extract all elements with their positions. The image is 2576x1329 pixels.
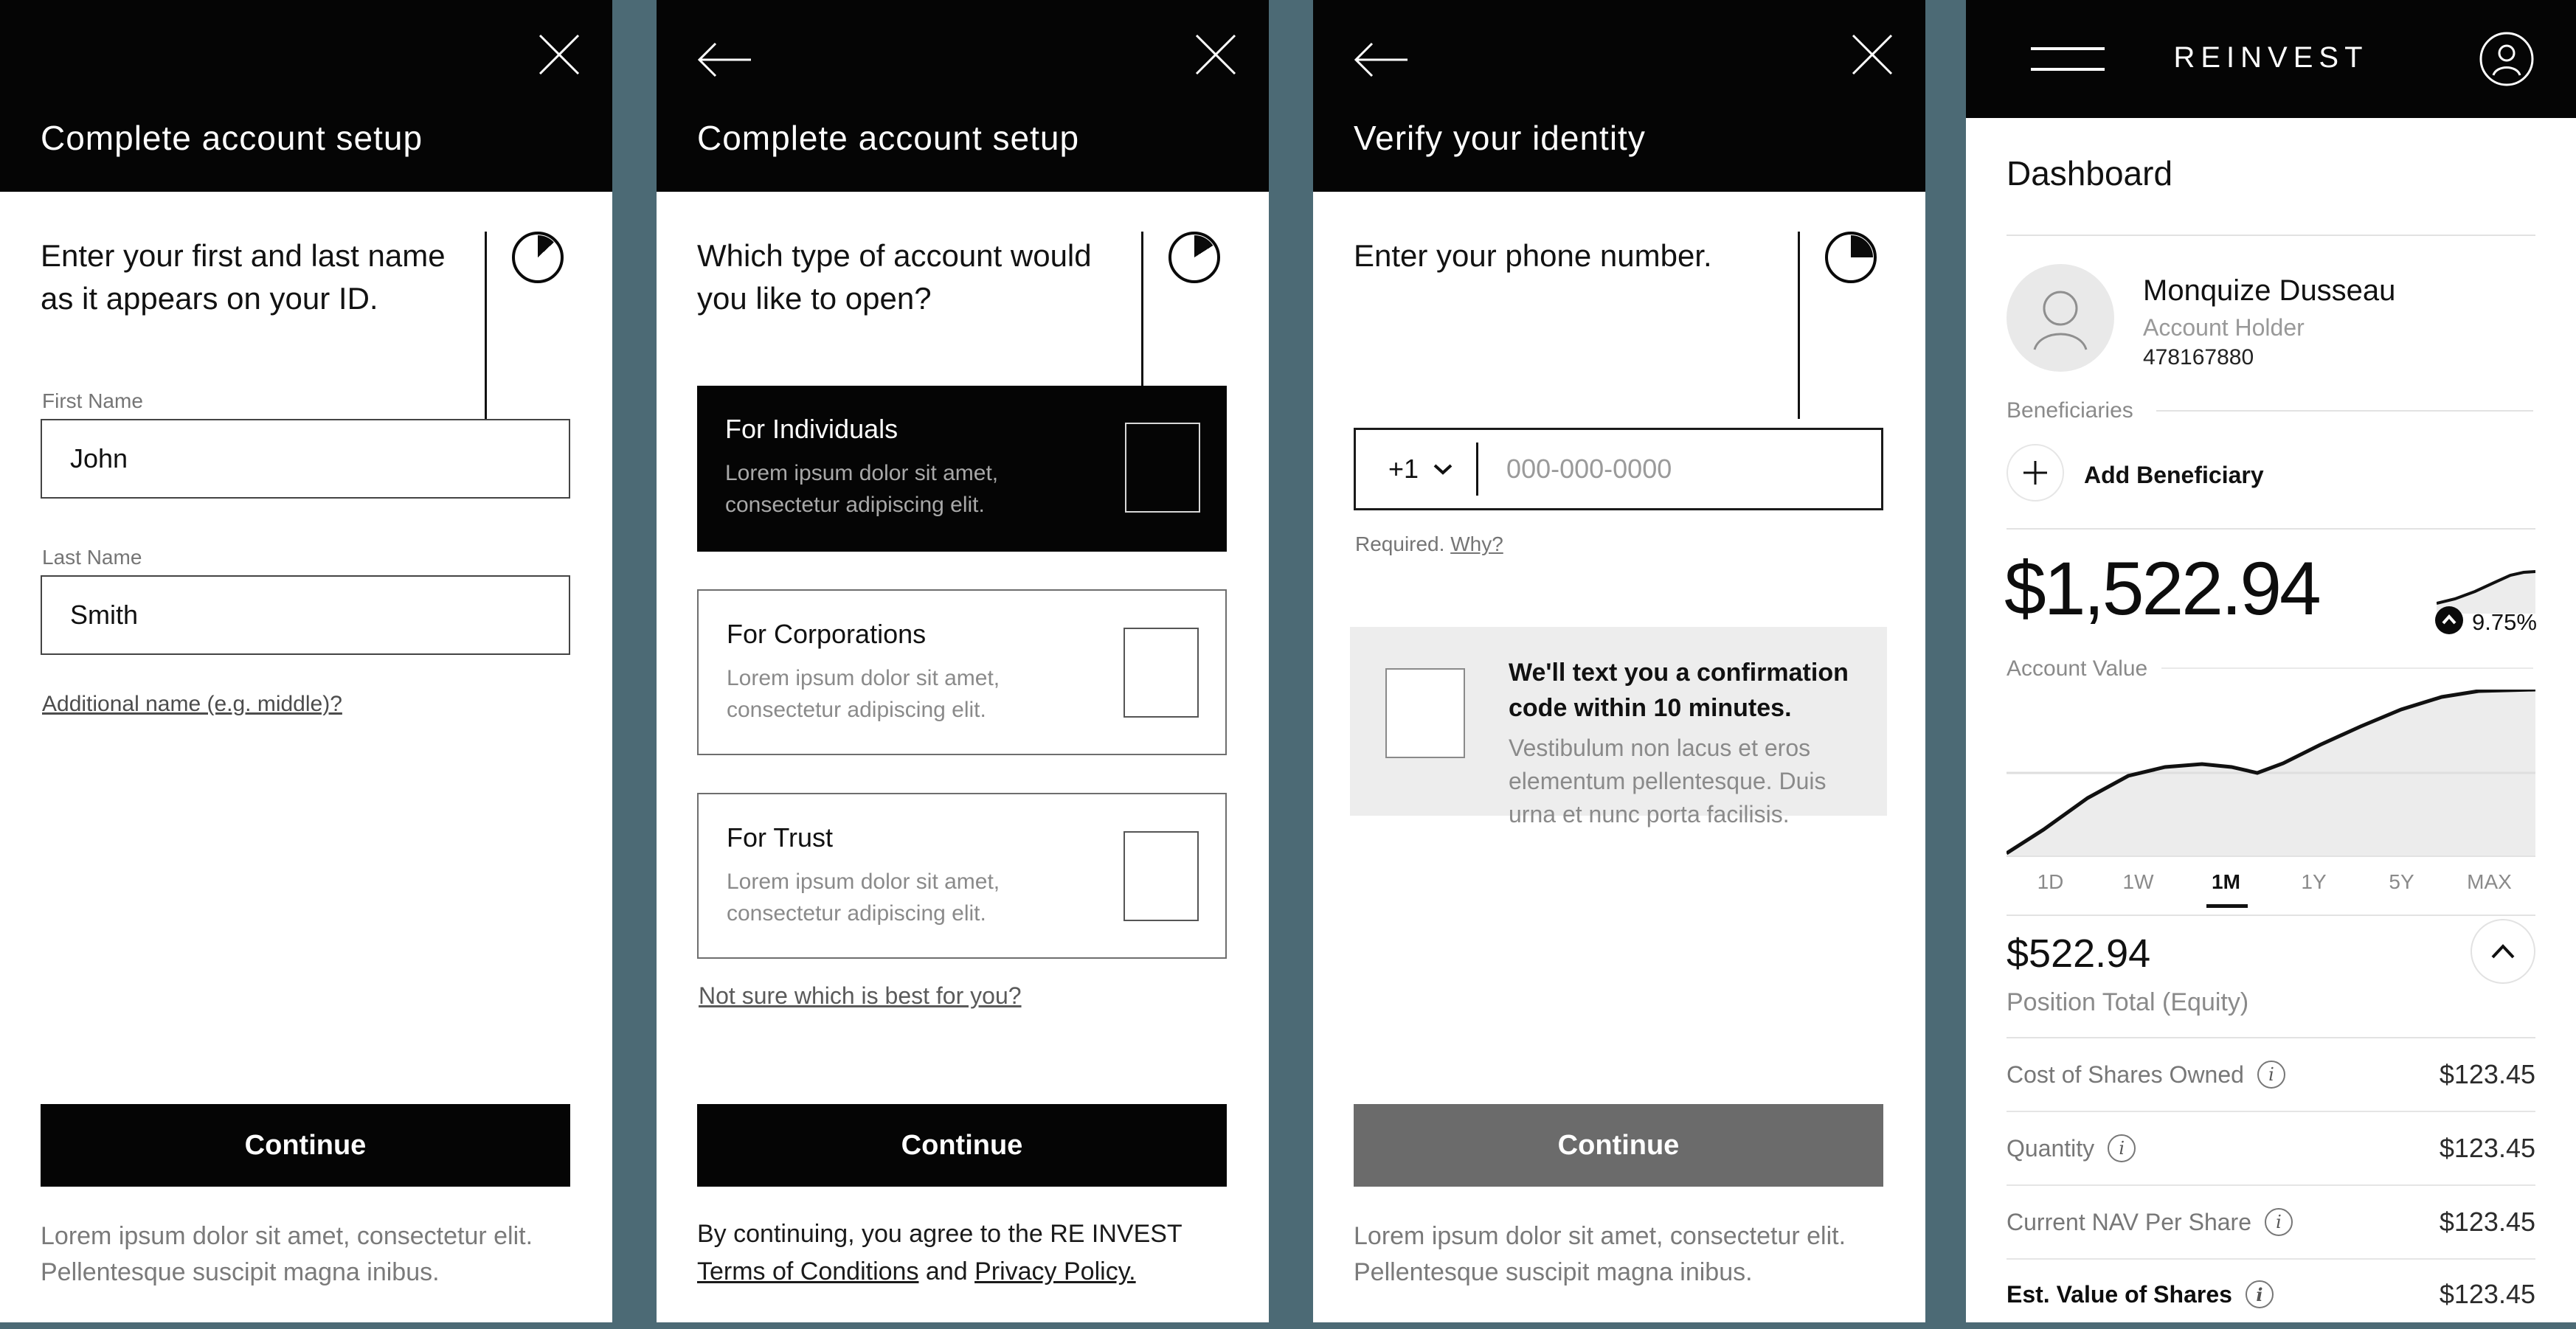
page-title: Dashboard — [2007, 154, 2173, 192]
divider — [2007, 528, 2535, 530]
option-description: Lorem ipsum dolor sit amet, consectetur adipiscing elit. — [727, 870, 1000, 926]
modal-title: Complete account setup — [41, 119, 423, 157]
info-title: We'll text you a confirmation code within 10 minutes. — [1509, 659, 1849, 723]
option-card-individuals[interactable] — [697, 386, 1227, 552]
divider — [2007, 915, 2535, 916]
modal-header — [0, 0, 612, 192]
change-up-badge — [2435, 606, 2463, 634]
option-card-corporations[interactable] — [697, 589, 1227, 755]
divider — [2007, 235, 2535, 236]
account-value-label: Account Value — [2007, 656, 2148, 681]
option-title: For Trust — [727, 822, 834, 853]
tab-max[interactable]: MAX — [2467, 870, 2512, 893]
row-label: Quantity — [2007, 1134, 2095, 1162]
sms-info-box — [1350, 627, 1887, 827]
screen-heading: Enter your first and last name as it appears on your ID. — [41, 238, 446, 316]
option-title: For Corporations — [727, 619, 927, 649]
row-label: Current NAV Per Share — [2007, 1208, 2251, 1235]
tab-1y[interactable]: 1Y — [2301, 870, 2327, 893]
screen-phone-verify — [1313, 0, 1925, 1322]
row-value: $123.45 — [2439, 1279, 2535, 1309]
brand-wordmark: REINVEST — [2173, 41, 2369, 74]
screen-heading: Enter your phone number. — [1354, 238, 1712, 273]
legal-footer — [697, 1215, 1228, 1291]
privacy-link[interactable]: Privacy Policy. — [974, 1257, 1136, 1285]
divider — [2007, 856, 2535, 857]
required-note — [1355, 532, 1503, 556]
last-name-label: Last Name — [42, 546, 142, 569]
modal-title: Complete account setup — [697, 119, 1080, 157]
progress-pie-icon — [1168, 232, 1220, 283]
tab-1m-selected[interactable]: 1M — [2212, 870, 2240, 893]
screen-heading: Which type of account would you like to open? — [697, 238, 1092, 316]
position-total: $522.94 — [2007, 931, 2151, 976]
option-description: Lorem ipsum dolor sit amet, consectetur adipiscing elit. — [727, 666, 1000, 722]
first-name-label: First Name — [42, 389, 143, 412]
row-value: $123.45 — [2439, 1059, 2535, 1089]
range-tabs — [2007, 870, 2533, 894]
divider — [2156, 410, 2533, 412]
profile-icon[interactable] — [2479, 31, 2535, 87]
terms-link[interactable]: Terms of Conditions — [697, 1257, 919, 1285]
position-total-label: Position Total (Equity) — [2007, 988, 2249, 1016]
option-title: For Individuals — [725, 414, 899, 444]
beneficiaries-label: Beneficiaries — [2007, 398, 2133, 423]
user-role: Account Holder — [2143, 314, 2305, 341]
sms-consent-checkbox[interactable] — [1385, 668, 1465, 758]
app-header — [1966, 0, 2576, 118]
close-icon[interactable] — [1852, 34, 1893, 75]
add-beneficiary-label[interactable]: Add Beneficiary — [2084, 462, 2264, 488]
row-value: $123.45 — [2439, 1207, 2535, 1237]
account-value: $1,522.94 — [2004, 546, 2319, 631]
continue-button[interactable]: Continue — [41, 1104, 570, 1187]
help-link[interactable]: Not sure which is best for you? — [699, 982, 1022, 1009]
table-row-est-value — [2007, 1258, 2535, 1322]
legal-footer: Lorem ipsum dolor sit amet, consectetur elit. Pellentesque suscipit magna inibus. — [1354, 1222, 1846, 1287]
row-label: Cost of Shares Owned — [2007, 1061, 2244, 1088]
change-percent: 9.75% — [2472, 609, 2537, 635]
legal-and: and — [918, 1257, 975, 1285]
legal-text: By continuing, you agree to the RE INVEST — [697, 1220, 1183, 1248]
close-icon[interactable] — [539, 34, 580, 75]
add-beneficiary-button[interactable] — [2007, 444, 2064, 502]
info-icon[interactable]: i — [2265, 1208, 2293, 1236]
required-text: Required. — [1355, 532, 1451, 555]
account-value-chart — [2007, 690, 2535, 856]
back-icon[interactable] — [1351, 38, 1410, 81]
heading-divider — [1798, 232, 1800, 419]
modal-header — [657, 0, 1269, 192]
progress-pie-icon — [1825, 232, 1877, 283]
option-checkbox[interactable] — [1123, 628, 1199, 718]
user-name: Monquize Dusseau — [2143, 274, 2396, 307]
tab-5y[interactable]: 5Y — [2389, 870, 2414, 893]
close-icon[interactable] — [1195, 34, 1236, 75]
option-card-trust[interactable] — [697, 793, 1227, 959]
row-label: Est. Value of Shares — [2007, 1280, 2232, 1308]
tab-1w[interactable]: 1W — [2122, 870, 2154, 893]
country-code-select[interactable]: +1 — [1388, 454, 1419, 484]
progress-pie-icon — [512, 232, 564, 283]
table-row-quantity — [2007, 1112, 2535, 1186]
account-number: 478167880 — [2143, 345, 2254, 369]
last-name-field[interactable] — [41, 575, 570, 655]
input-divider — [1476, 443, 1478, 496]
divider — [2161, 667, 2533, 669]
screen-account-type — [657, 0, 1269, 1322]
tab-1d[interactable]: 1D — [2037, 870, 2064, 893]
modal-header — [1313, 0, 1925, 192]
phone-number-input[interactable] — [1505, 453, 1788, 485]
option-description: Lorem ipsum dolor sit amet, consectetur adipiscing elit. — [725, 461, 999, 517]
info-icon[interactable]: i — [2108, 1134, 2136, 1162]
back-icon[interactable] — [695, 38, 754, 81]
table-row-cost — [2007, 1038, 2535, 1112]
table-row-nav — [2007, 1186, 2535, 1260]
option-checkbox[interactable] — [1123, 831, 1199, 921]
phone-input-group — [1354, 428, 1883, 510]
continue-button-disabled[interactable]: Continue — [1354, 1104, 1883, 1187]
screen-name-setup — [0, 0, 612, 1322]
option-checkbox[interactable] — [1125, 423, 1200, 513]
chevron-down-icon[interactable] — [1433, 463, 1453, 475]
info-icon[interactable]: i — [2246, 1280, 2274, 1308]
additional-name-link[interactable]: Additional name (e.g. middle)? — [42, 692, 342, 716]
continue-button[interactable]: Continue — [697, 1104, 1227, 1187]
info-icon[interactable]: i — [2257, 1061, 2285, 1089]
modal-title: Verify your identity — [1354, 119, 1646, 157]
heading-divider — [485, 232, 487, 419]
screen-dashboard — [1966, 0, 2576, 1322]
avatar — [2007, 264, 2114, 372]
first-name-field[interactable] — [41, 419, 570, 499]
info-body: Vestibulum non lacus et eros elementum pellentesque. Duis urna et nunc porta facilisis. — [1509, 735, 1827, 827]
why-link[interactable]: Why? — [1450, 532, 1503, 555]
selected-tab-indicator — [2206, 904, 2248, 908]
collapse-button[interactable] — [2471, 919, 2535, 984]
row-value: $123.45 — [2439, 1133, 2535, 1163]
legal-footer: Lorem ipsum dolor sit amet, consectetur elit. Pellentesque suscipit magna inibus. — [41, 1222, 533, 1287]
